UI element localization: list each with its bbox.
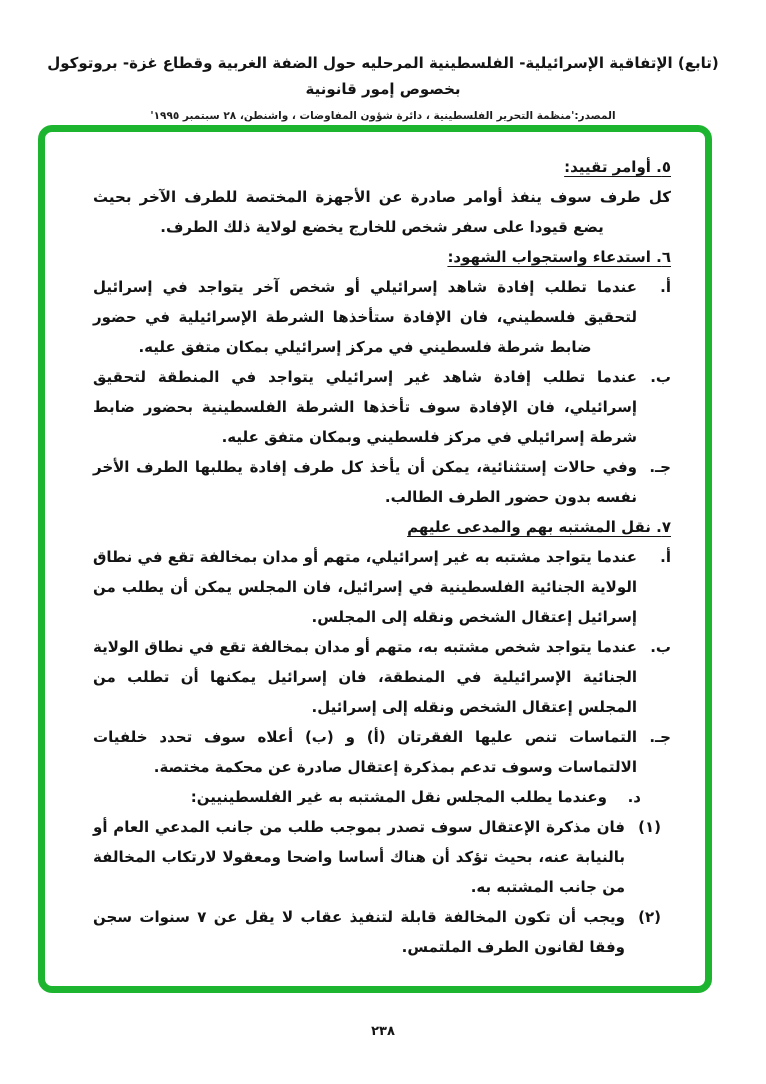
item-marker: جـ. — [649, 458, 671, 476]
doc-title: (تابع) الإتفاقية الإسرائيلية- الفلسطينية المرحليه حول الضفة الغربية وقطاع غزة- بروتوكول بخصوص إمور قانونية — [47, 54, 719, 98]
list-subitem-7d1 — [93, 812, 661, 902]
list-item-7a — [93, 542, 671, 632]
item-text: ويجب أن تكون المخالفة قابلة لتنفيذ عقاب لا يقل عن ٧ سنوات سجن وفقا لقانون الطرف الملتمس. — [93, 908, 626, 956]
item-marker: (٢) — [638, 908, 661, 926]
section-7-heading — [93, 512, 671, 542]
item-marker: أ. — [660, 278, 671, 296]
content-frame — [38, 125, 712, 993]
item-text: وفي حالات إستثنائية، يمكن أن يأخذ كل طرف إفادة يطلبها الطرف الأخر نفسه بدون حضور الطرف الطالب. — [93, 458, 637, 506]
list-item-6a — [93, 272, 671, 362]
section-6-heading — [93, 242, 671, 272]
item-text: عندما تطلب إفادة شاهد غير إسرائيلي يتواجد في المنطقة لتحقيق إسرائيلي، فان الإفادة سوف تأخذها الشرطة الفلسطينية بحضور ضابط شرطة إسرائيلي في مركز فلسطيني وبمكان متفق عليه. — [93, 368, 637, 446]
list-item-6c — [93, 452, 671, 512]
list-item-7b — [93, 632, 671, 722]
doc-header — [0, 0, 766, 122]
item-text: وعندما يطلب المجلس نقل المشتبه به غير الفلسطينيين: — [190, 788, 607, 806]
item-marker: ب. — [650, 638, 671, 656]
section-7-heading-text: ٧. نقل المشتبه بهم والمدعى عليهم — [407, 518, 671, 536]
section-5-heading-text: ٥. أوامر تقييد: — [564, 158, 671, 176]
item-text: عندما يتواجد مشتبه به غير إسرائيلي، متهم أو مدان بمخالفة تقع في نطاق الولاية الجنائية الفلسطينية في إسرائيل، فان المجلس يمكن أن يطلب من إسرائيل إعتقال الشخص ونقله إلى المجلس. — [93, 548, 637, 626]
list-item-7c — [93, 722, 671, 782]
section-5-paragraph: كل طرف سوف ينفذ أوامر صادرة عن الأجهزة المختصة للطرف الآخر بحيث يضع قيودا على سفر شخص للخارج يخضع لولاية ذلك الطرف. — [93, 188, 671, 236]
frame-content — [45, 132, 705, 962]
section-5-heading — [93, 152, 671, 182]
item-marker: جـ. — [649, 728, 671, 746]
item-text: عندما تطلب إفادة شاهد إسرائيلي أو شخص آخر يتواجد في إسرائيل لتحقيق فلسطيني، فان الإفادة ستأخذها الشرطة الإسرائيلية في حضور ضابط شرطة فلسطيني في مركز إسرائيلي بمكان متفق عليه. — [93, 278, 637, 356]
doc-source-line: المصدر:'منظمة التحرير الفلسطينية ، دائرة شؤون المفاوضات ، واشنطن، ٢٨ سبتمبر ١٩٩٥' — [150, 110, 616, 122]
item-text: فان مذكرة الإعتقال سوف تصدر بموجب طلب من جانب المدعي العام أو بالنيابة عنه، بحيث تؤكد أن هناك أساسا واضحا ومعقولا لارتكاب المخالفة من جانب المشتبه به. — [93, 818, 625, 896]
item-text: التماسات تنص عليها الفقرتان (أ) و (ب) أعلاه سوف تحدد خلفيات الالتماسات وسوف تدعم بمذكرة إعتقال صادرة عن محكمة مختصة. — [93, 728, 637, 776]
section-6-heading-text: ٦. استدعاء واستجواب الشهود: — [447, 248, 671, 266]
page-number: ٢٣٨ — [371, 1024, 395, 1039]
item-marker: أ. — [660, 548, 671, 566]
list-subitem-7d2 — [93, 902, 661, 962]
item-text: عندما يتواجد شخص مشتبه به، متهم أو مدان بمخالفة تقع في نطاق الولاية الجنائية الإسرائيلية في المنطقة، فان إسرائيل يمكنها أن تطلب من المجلس إعتقال الشخص ونقله إلى إسرائيل. — [93, 638, 637, 716]
item-marker: ب. — [650, 368, 671, 386]
list-item-6b — [93, 362, 671, 452]
list-item-7d — [93, 782, 641, 812]
item-marker: د. — [627, 788, 641, 806]
item-marker: (١) — [638, 818, 661, 836]
